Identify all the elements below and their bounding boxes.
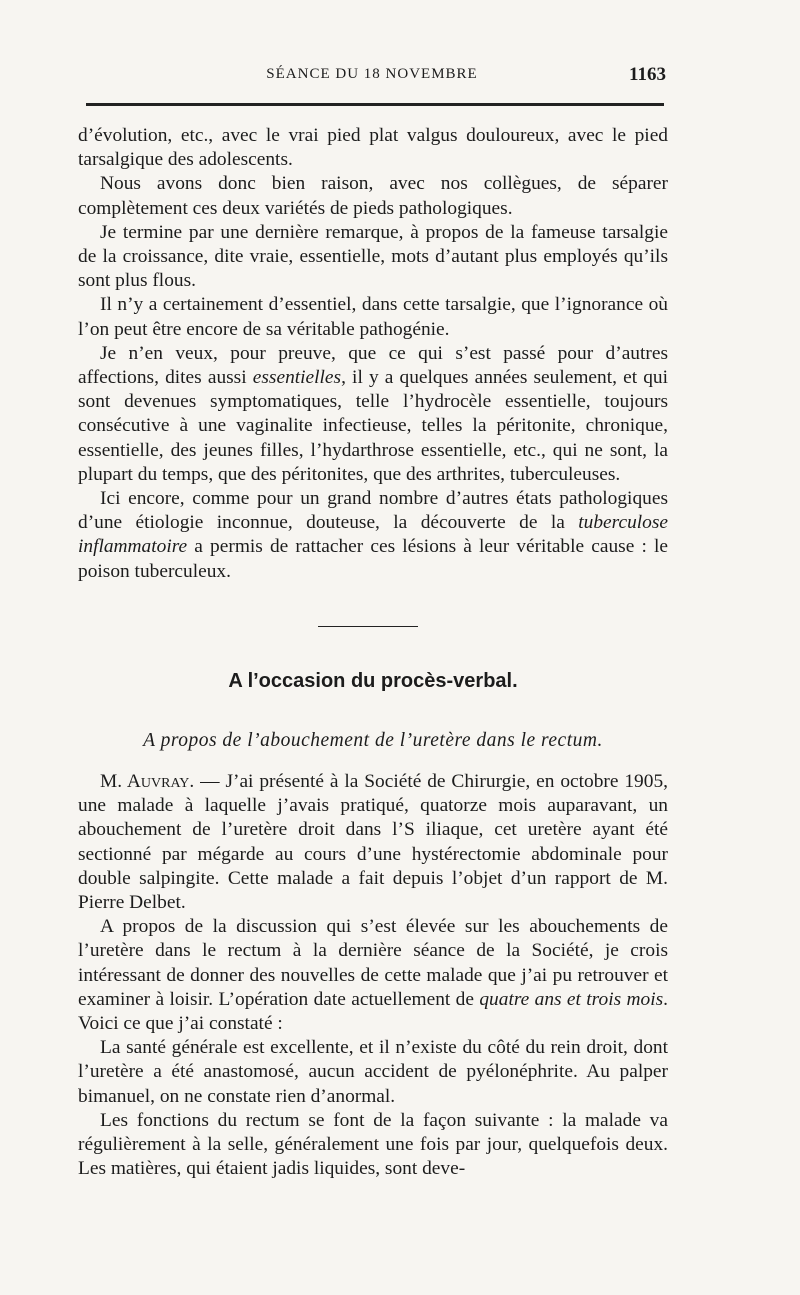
text-run: , il y a quelques années seulement, et qui sont devenues symptomatiques, telle l’hydrocèle essentielle, toujours consécutive à une vaginalite infectieuse, telles la péritonite, chronique, essentielle, des jeunes filles, l’hydarthrose essentielle, etc., qui ne sont, la plupart du temps, que des péritonites, que des arthrites, tuberculeuses. bbox=[78, 367, 669, 485]
body-text-part2 bbox=[78, 770, 668, 1181]
paragraph: d’évolution, etc., avec le vrai pied plat valgus douloureux, avec le pied tarsalgique des adolescents. bbox=[78, 125, 668, 171]
paragraph: Je termine par une dernière remarque, à propos de la fameuse tarsalgie de la croissance, dite vraie, essentielle, mots d’autant plus employés qu’ils sont plus flous. bbox=[78, 221, 668, 292]
page-header bbox=[78, 66, 666, 94]
paragraph bbox=[78, 770, 668, 915]
section-title: A l’occasion du procès-verbal. bbox=[228, 670, 518, 692]
paragraph: Il n’y a certainement d’essentiel, dans cette tarsalgie, que l’ignorance où l’on peut être encore de sa véritable pathogénie. bbox=[78, 294, 668, 340]
header-rule bbox=[86, 103, 664, 106]
text-run: a permis de rattacher ces lésions à leur véritable cause : le poison tuberculeux. bbox=[78, 536, 668, 582]
text-run: . Voici ce que j’ai constaté : bbox=[78, 988, 668, 1035]
text-run: Je n’en veux, pour preuve, que ce qui s’est passé pour d’autres affections, dites aussi bbox=[78, 342, 668, 389]
paragraph bbox=[78, 342, 668, 487]
section-subtitle: A propos de l’abouchement de l’uretère dans le rectum. bbox=[143, 730, 603, 751]
text-run: — J’ai présenté à la Société de Chirurgie, en octobre 1905, une malade à laquelle j’avais pratiqué, quatorze mois auparavant, un abouchement de l’uretère droit dans l’S iliaque, cet uretère ayant été sectionné par mégarde au cours d’une hystérectomie abdominale pour double salpingite. Cette malade a fait depuis l’objet d’un rapport de M. Pierre Delbet. bbox=[78, 771, 668, 914]
page-number: 1163 bbox=[629, 64, 666, 85]
running-head: SÉANCE DU 18 NOVEMBRE bbox=[266, 66, 478, 82]
italic-term: tuberculose inflammatoire bbox=[78, 512, 668, 558]
italic-term: essentielles bbox=[252, 367, 342, 389]
speaker-name: M. Auvray. bbox=[100, 771, 195, 792]
italic-term: quatre ans et trois mois bbox=[479, 988, 664, 1010]
paragraph: Nous avons donc bien raison, avec nos collègues, de séparer complètement ces deux variétés de pieds pathologiques. bbox=[78, 173, 668, 219]
text-run: A propos de la discussion qui s’est élevée sur les abouchements de l’uretère dans le rectum à la dernière séance de la Société, je crois intéressant de donner des nouvelles de cette malade que j’ai pu retrouver et examiner à loisir. L’opération date actuellement de bbox=[78, 916, 668, 1010]
body-text-part1 bbox=[78, 124, 668, 584]
section-separator bbox=[318, 626, 418, 627]
paragraph: Les fonctions du rectum se font de la façon suivante : la malade va régulièrement à la selle, généralement une fois par jour, quelquefois deux. Les matières, qui étaient jadis liquides, sont deve- bbox=[78, 1109, 668, 1180]
text-run: Ici encore, comme pour un grand nombre d’autres états pathologiques d’une étiologie inconnue, douteuse, la découverte de la bbox=[78, 488, 668, 534]
paragraph: La santé générale est excellente, et il n’existe du côté du rein droit, dont l’uretère a été anastomosé, aucun accident de pyélonéphrite. Au palper bimanuel, on ne constate rien d’anormal. bbox=[78, 1037, 668, 1107]
paragraph bbox=[78, 915, 668, 1036]
paragraph bbox=[78, 487, 668, 584]
